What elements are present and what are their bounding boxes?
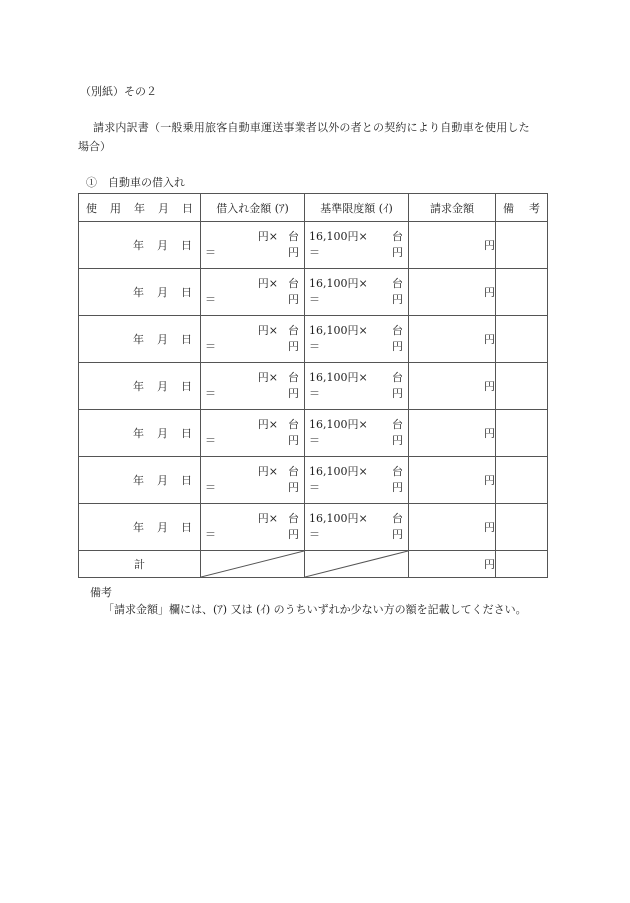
table-row (79, 504, 548, 551)
yen-label: 円 (484, 558, 495, 571)
usage-date-cell[interactable] (79, 316, 201, 363)
usage-date-cell[interactable] (79, 222, 201, 269)
yen-label: 円 (288, 293, 299, 306)
borrow-amount-cell[interactable] (201, 504, 305, 551)
borrow-amount-total-struck (201, 551, 305, 578)
yen-label: 円 (484, 380, 495, 393)
year-label: 年 (133, 521, 144, 534)
header-char: 考 (529, 201, 540, 215)
header-claim-amount: 請求金額 (409, 194, 496, 222)
header-char: 使 (86, 201, 97, 215)
section-heading: ① 自動車の借入れ (86, 176, 185, 189)
claim-amount-cell[interactable] (409, 222, 496, 269)
remarks-cell[interactable] (496, 410, 548, 457)
units-label: 台 (392, 371, 403, 384)
base-rate-label: 16,100円× (309, 418, 368, 431)
yen-label: 円 (392, 246, 403, 259)
yen-label: 円 (392, 340, 403, 353)
units-label: 台 (288, 230, 299, 243)
claim-amount-total-cell[interactable] (409, 551, 496, 578)
table-row (79, 410, 548, 457)
yen-times-label: 円× (257, 512, 278, 525)
yen-times-label: 円× (257, 465, 278, 478)
year-label: 年 (133, 333, 144, 346)
total-row (79, 551, 548, 578)
units-label: 台 (288, 371, 299, 384)
units-label: 台 (288, 277, 299, 290)
units-label: 台 (288, 418, 299, 431)
usage-date-cell[interactable] (79, 410, 201, 457)
units-label: 台 (392, 230, 403, 243)
day-label: 日 (181, 380, 192, 393)
borrow-amount-cell[interactable] (201, 269, 305, 316)
header-char: 月 (158, 201, 169, 215)
units-label: 台 (392, 277, 403, 290)
equals-sign: ＝ (205, 387, 216, 400)
claim-amount-cell[interactable] (409, 269, 496, 316)
yen-label: 円 (392, 481, 403, 494)
table-header-row (79, 194, 548, 222)
claim-amount-cell[interactable] (409, 457, 496, 504)
equals-sign: ＝ (205, 481, 216, 494)
yen-label: 円 (392, 387, 403, 400)
remarks-cell[interactable] (496, 269, 548, 316)
base-rate-label: 16,100円× (309, 324, 368, 337)
standard-limit-total-struck (305, 551, 409, 578)
claim-amount-cell[interactable] (409, 504, 496, 551)
month-label: 月 (157, 521, 168, 534)
usage-date-cell[interactable] (79, 363, 201, 410)
day-label: 日 (181, 427, 192, 440)
table-row (79, 269, 548, 316)
remarks-cell[interactable] (496, 457, 548, 504)
document-title-continued: 場合） (78, 140, 111, 153)
claim-amount-cell[interactable] (409, 410, 496, 457)
yen-label: 円 (484, 521, 495, 534)
base-rate-label: 16,100円× (309, 512, 368, 525)
standard-limit-cell[interactable] (305, 504, 409, 551)
note-label: 備考 (90, 586, 112, 599)
yen-label: 円 (392, 528, 403, 541)
remarks-cell[interactable] (496, 316, 548, 363)
yen-times-label: 円× (257, 324, 278, 337)
yen-times-label: 円× (257, 371, 278, 384)
equals-sign: ＝ (309, 340, 320, 353)
remarks-cell[interactable] (496, 222, 548, 269)
usage-date-cell[interactable] (79, 504, 201, 551)
standard-limit-cell[interactable] (305, 410, 409, 457)
yen-label: 円 (392, 434, 403, 447)
month-label: 月 (157, 427, 168, 440)
year-label: 年 (133, 239, 144, 252)
month-label: 月 (157, 380, 168, 393)
units-label: 台 (288, 465, 299, 478)
equals-sign: ＝ (309, 481, 320, 494)
base-rate-label: 16,100円× (309, 277, 368, 290)
equals-sign: ＝ (309, 246, 320, 259)
claim-breakdown-table (78, 193, 548, 578)
header-char: 備 (503, 201, 514, 215)
yen-times-label: 円× (257, 277, 278, 290)
yen-label: 円 (288, 387, 299, 400)
units-label: 台 (392, 418, 403, 431)
yen-label: 円 (484, 333, 495, 346)
header-char: 用 (110, 201, 121, 215)
units-label: 台 (288, 324, 299, 337)
equals-sign: ＝ (309, 293, 320, 306)
total-label: 計 (79, 551, 201, 578)
remarks-cell[interactable] (496, 363, 548, 410)
note-text: 「請求金額」欄には、(ｱ) 又は (ｲ) のうちいずれか少ない方の額を記載してください。 (103, 603, 527, 616)
equals-sign: ＝ (205, 293, 216, 306)
table-row (79, 457, 548, 504)
yen-times-label: 円× (257, 230, 278, 243)
equals-sign: ＝ (205, 340, 216, 353)
header-usage-date (79, 194, 201, 222)
header-standard-limit: 基準限度額 (ｲ) (305, 194, 409, 222)
equals-sign: ＝ (309, 434, 320, 447)
standard-limit-cell[interactable] (305, 269, 409, 316)
day-label: 日 (181, 474, 192, 487)
base-rate-label: 16,100円× (309, 230, 368, 243)
month-label: 月 (157, 333, 168, 346)
borrow-amount-cell[interactable] (201, 222, 305, 269)
borrow-amount-cell[interactable] (201, 410, 305, 457)
borrow-amount-cell[interactable] (201, 363, 305, 410)
yen-label: 円 (484, 286, 495, 299)
table-row (79, 222, 548, 269)
equals-sign: ＝ (205, 528, 216, 541)
document-title: 請求内訳書（一般乗用旅客自動車運送事業者以外の者との契約により自動車を使用した (93, 121, 530, 134)
yen-label: 円 (288, 481, 299, 494)
equals-sign: ＝ (205, 434, 216, 447)
standard-limit-cell[interactable] (305, 363, 409, 410)
usage-date-cell[interactable] (79, 269, 201, 316)
diagonal-strike-icon (305, 551, 408, 577)
header-borrow-amount: 借入れ金額 (ｱ) (201, 194, 305, 222)
day-label: 日 (181, 521, 192, 534)
yen-label: 円 (392, 293, 403, 306)
usage-date-cell[interactable] (79, 457, 201, 504)
base-rate-label: 16,100円× (309, 371, 368, 384)
units-label: 台 (392, 465, 403, 478)
equals-sign: ＝ (309, 528, 320, 541)
day-label: 日 (181, 239, 192, 252)
month-label: 月 (157, 239, 168, 252)
diagonal-strike-icon (201, 551, 304, 577)
header-remarks (496, 194, 548, 222)
standard-limit-cell[interactable] (305, 457, 409, 504)
remarks-total-cell[interactable] (496, 551, 548, 578)
header-char: 年 (134, 201, 145, 215)
remarks-cell[interactable] (496, 504, 548, 551)
table-row (79, 363, 548, 410)
yen-label: 円 (484, 474, 495, 487)
claim-amount-cell[interactable] (409, 316, 496, 363)
units-label: 台 (392, 324, 403, 337)
year-label: 年 (133, 286, 144, 299)
yen-label: 円 (288, 246, 299, 259)
claim-amount-cell[interactable] (409, 363, 496, 410)
yen-label: 円 (288, 528, 299, 541)
equals-sign: ＝ (205, 246, 216, 259)
equals-sign: ＝ (309, 387, 320, 400)
units-label: 台 (392, 512, 403, 525)
month-label: 月 (157, 474, 168, 487)
yen-label: 円 (484, 427, 495, 440)
units-label: 台 (288, 512, 299, 525)
month-label: 月 (157, 286, 168, 299)
yen-times-label: 円× (257, 418, 278, 431)
year-label: 年 (133, 427, 144, 440)
day-label: 日 (181, 333, 192, 346)
borrow-amount-cell[interactable] (201, 457, 305, 504)
annex-label: （別紙）その２ (80, 85, 157, 98)
table-row (79, 316, 548, 363)
borrow-amount-cell[interactable] (201, 316, 305, 363)
year-label: 年 (133, 474, 144, 487)
yen-label: 円 (484, 239, 495, 252)
standard-limit-cell[interactable] (305, 316, 409, 363)
header-char: 日 (182, 201, 193, 215)
yen-label: 円 (288, 340, 299, 353)
standard-limit-cell[interactable] (305, 222, 409, 269)
day-label: 日 (181, 286, 192, 299)
year-label: 年 (133, 380, 144, 393)
yen-label: 円 (288, 434, 299, 447)
base-rate-label: 16,100円× (309, 465, 368, 478)
